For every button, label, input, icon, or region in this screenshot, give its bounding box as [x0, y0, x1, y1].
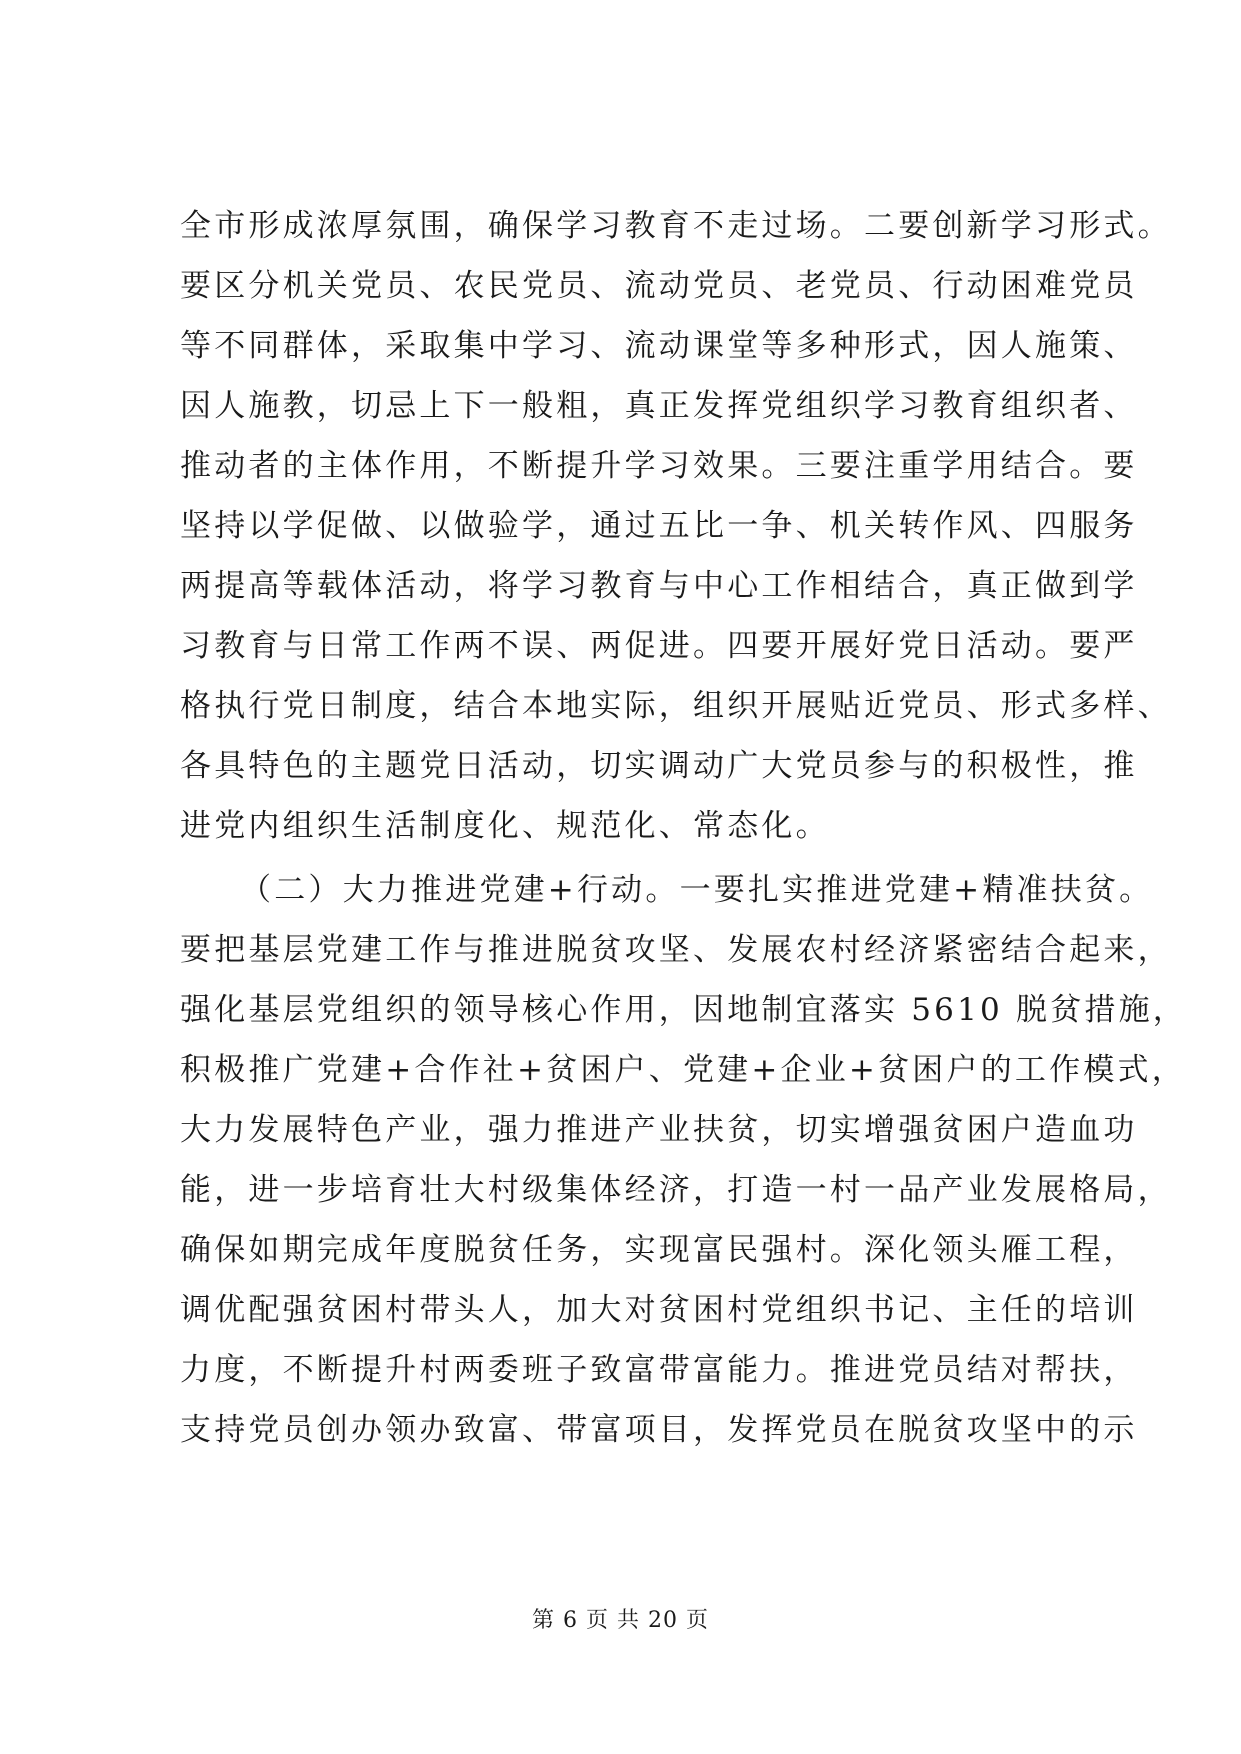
- body-line: 强化基层党组织的领导核心作用，因地制宜落实 5610 脱贫措施，: [180, 992, 1187, 1028]
- body-line: 要把基层党建工作与推进脱贫攻坚、发展农村经济紧密结合起来，: [180, 932, 1172, 968]
- body-line: 习教育与日常工作两不误、两促进。四要开展好党日活动。要严: [180, 628, 1138, 664]
- body-line: 调优配强贫困村带头人，加大对贫困村党组织书记、主任的培训: [180, 1292, 1138, 1328]
- page-number-footer: 第 6 页 共 20 页: [532, 1608, 709, 1633]
- body-line: 坚持以学促做、以做验学，通过五比一争、机关转作风、四服务: [180, 508, 1138, 544]
- body-line: 各具特色的主题党日活动，切实调动广大党员参与的积极性，推: [180, 748, 1138, 784]
- body-line: 要区分机关党员、农民党员、流动党员、老党员、行动困难党员: [180, 268, 1138, 304]
- body-line: 因人施教，切忌上下一般粗，真正发挥党组织学习教育组织者、: [180, 388, 1138, 424]
- body-line: 格执行党日制度，结合本地实际，组织开展贴近党员、形式多样、: [180, 688, 1172, 724]
- body-line: 支持党员创办领办致富、带富项目，发挥党员在脱贫攻坚中的示: [180, 1412, 1138, 1448]
- body-line: 能，进一步培育壮大村级集体经济，打造一村一品产业发展格局，: [180, 1172, 1172, 1208]
- body-line: 大力发展特色产业，强力推进产业扶贫，切实增强贫困户造血功: [180, 1112, 1138, 1148]
- body-line: 力度，不断提升村两委班子致富带富能力。推进党员结对帮扶，: [180, 1352, 1138, 1388]
- body-line: 等不同群体，采取集中学习、流动课堂等多种形式，因人施策、: [180, 328, 1138, 364]
- body-line: 全市形成浓厚氛围，确保学习教育不走过场。二要创新学习形式。: [180, 208, 1172, 244]
- body-line: 积极推广党建+合作社+贫困户、党建+企业+贫困户的工作模式，: [180, 1052, 1186, 1088]
- section-heading-line: （二）大力推进党建+行动。一要扎实推进党建+精准扶贫。: [240, 872, 1154, 908]
- body-line: 推动者的主体作用，不断提升学习效果。三要注重学用结合。要: [180, 448, 1138, 484]
- body-line: 两提高等载体活动，将学习教育与中心工作相结合，真正做到学: [180, 568, 1138, 604]
- body-line: 确保如期完成年度脱贫任务，实现富民强村。深化领头雁工程，: [180, 1232, 1138, 1268]
- body-line: 进党内组织生活制度化、规范化、常态化。: [180, 808, 830, 844]
